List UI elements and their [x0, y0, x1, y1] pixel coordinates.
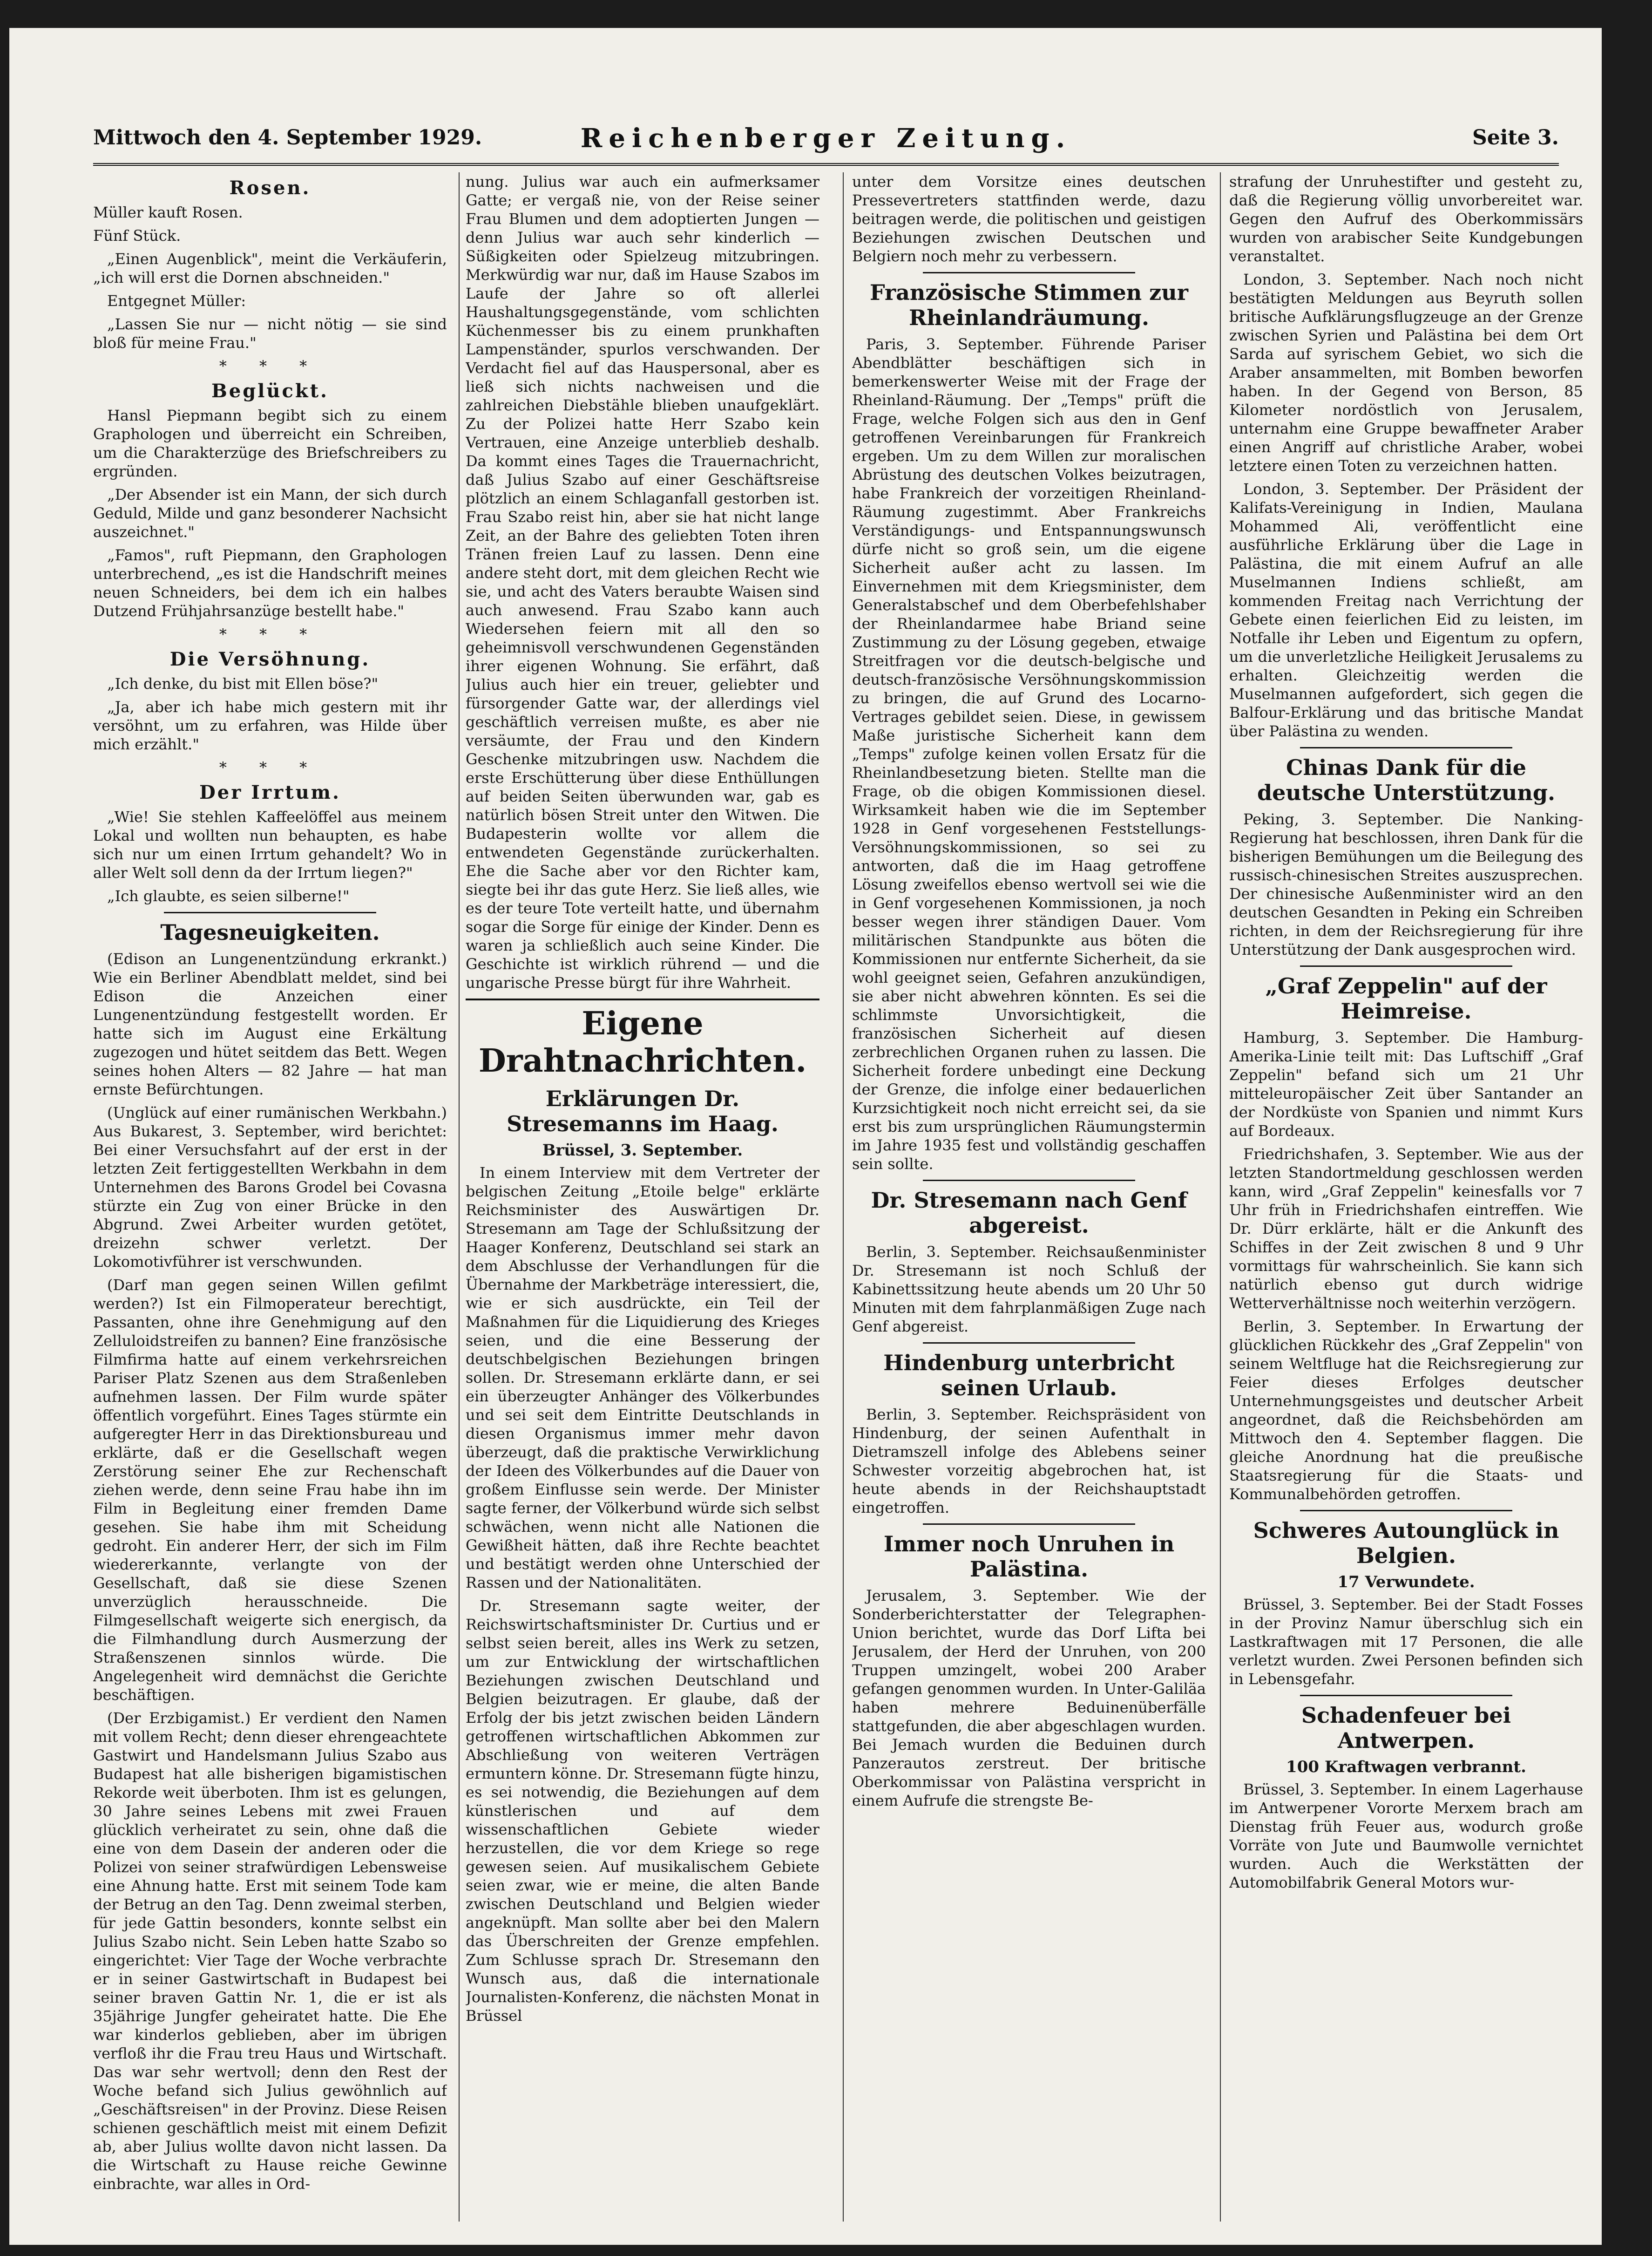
section-separator — [164, 912, 376, 913]
article-headline: Dr. Stresemann nach Genf abgereist. — [871, 1188, 1187, 1238]
dateline: Brüssel, 3. September. — [542, 1141, 743, 1160]
section-separator — [1300, 747, 1512, 748]
column-divider — [459, 172, 460, 2222]
header-rule — [93, 163, 1559, 166]
article-headline: Schadenfeuer bei Antwerpen. — [1301, 1703, 1511, 1753]
paragraph: „Ja, aber ich habe mich gestern mit ihr versöhnt, um zu erfahren, was Hilde über mich erzählt." — [93, 698, 447, 753]
paragraph: Hamburg, 3. September. Die Hamburg-Amerika-Linie teilt mit: Das Luftschiff „Graf Zeppelin" befand sich um 21 Uhr mitteleuropäischer Zeit über Santander an der Nordküste von Spanien und nimmt Kurs auf Bordeaux. — [1229, 1029, 1583, 1140]
paragraph: Müller kauft Rosen. — [93, 204, 243, 221]
paragraph: nung. Julius war auch ein aufmerksamer Gatte; er vergaß nie, von der Reise seiner Frau Blumen und dem adoptierten Jungen — denn Julius war auch sehr kinderlich — Süßigkeiten oder Spielzeug mitzubringen. Merkwürdig war nur, daß im Hause Szabos im Laufe der Jahre so oft allerlei Haushaltungsgegenstände, vom schlichten Küchenmesser bis zu einem prunkhaften Lampenständer, spurlos verschwanden. Der Verdacht fiel auf das Hauspersonal, aber es ließ sich nichts nachweisen und die zahlreichen Diebstähle blieben unaufgeklärt. Zu der Polizei hatte Herr Szabo kein Vertrauen, eine Anzeige unterblieb deshalb. Da kommt eines Tages die Trauernachricht, daß Julius Szabo auf einer Geschäftsreise plötzlich an einem Schlaganfall gestorben ist. Frau Szabo reist hin, aber sie hat nicht lange Zeit, an der Bahre des geliebten Toten ihren Tränen freien Lauf zu lassen. Denn eine andere steht dort, mit dem gleichen Recht wie sie, und acht des Vaters beraubte Waisen sind auch anwesend. Frau Szabo kann auch Wiedersehen feiern mit all den so geheimnisvoll verschwundenen Gegenständen ihrer eigenen Wohnung. Sie erfährt, daß Julius auch hier ein treuer, geliebter und fürsorgender Gatte war, der allerdings viel geschäftlich verreisen mußte, es aber nie versäumte, der Frau und den Kindern Geschenke mitzubringen usw. Nachdem die erste Erschütterung über diese Enthüllungen auf beiden Seiten überwunden war, gab es natürlich bösen Streit unter den Witwen. Die Budapesterin wollte vor allem die entwendeten Gegenstände zurückerhalten. Ehe die Sache aber vor den Richter kam, siegte bei ihr das gute Herz. Sie ließ alles, wie es der teure Tote verteilt hatte, und übernahm sogar die Sorge für einige der Kinder. Denn es waren ja schließlich auch seine Kinder. Die Geschichte ist wirklich rührend — und die ungarische Presse bürgt für ihre Wahrheit. — [466, 173, 819, 992]
paragraph: Brüssel, 3. September. In einem Lagerhause im Antwerpener Vororte Merxem brach am Dienstag früh Feuer aus, wodurch große Vorräte von Jute und Baumwolle vernichtet wurden. Auch die Werkstätten der Automobilfabrik General Motors wur- — [1229, 1780, 1583, 1891]
paragraph: „Ich denke, du bist mit Ellen böse?" — [107, 675, 379, 693]
section-separator — [923, 272, 1135, 273]
section-stars: * * * — [219, 357, 321, 375]
article-headline: Hindenburg unterbricht seinen Urlaub. — [883, 1350, 1175, 1400]
article-headline: „Graf Zeppelin" auf der Heimreise. — [1265, 973, 1547, 1024]
paragraph: Fünf Stück. — [93, 227, 181, 245]
paragraph: „Der Absender ist ein Mann, der sich durch Geduld, Milde und ganz besonderer Nachsicht auszeichnet." — [93, 486, 447, 541]
paragraph: (Darf man gegen seinen Willen gefilmt werden?) Ist ein Filmoperateur berechtigt, Passanten, ohne ihre Genehmigung auf den Zelluloidstreifen zu bannen? Eine französische Filmfirma hatte auf einem verkehrsreichen Pariser Platz Szenen aus dem Straßenleben aufnehmen lassen. Der Film wurde später öffentlich vorgeführt. Eines Tages stürmte ein aufgeregter Herr in das Direktionsbureau und erklärte, daß er die Gesellschaft wegen Zerstörung seiner Ehe zur Rechenschaft ziehen werde, denn seine Frau habe ihn im Film in Begleitung einer fremden Dame gesehen. Sie habe ihm mit Scheidung gedroht. Ein anderer Herr, der sich im Film wiedererkannte, verlangte von der Gesellschaft, daß sie diese Szenen unverzüglich herausschneide. Die Filmgesellschaft weigerte sich energisch, da die Filmhandlung durch Ausmerzung der Straßenszenen sinnlos würde. Die Angelegenheit wird demnächst die Gerichte beschäftigen. — [93, 1276, 447, 1704]
paragraph: Berlin, 3. September. Reichsaußenminister Dr. Stresemann ist noch Schluß der Kabinettssitzung heute abends um 20 Uhr 50 Minuten mit dem fahrplanmäßigen Zuge nach Genf abgereist. — [852, 1243, 1206, 1335]
paragraph: In einem Interview mit dem Vertreter der belgischen Zeitung „Etoile belge" erklärte Reichsminister des Auswärtigen Dr. Stresemann am Tage der Schlußsitzung der Haager Konferenz, Deutschland sei stark an dem Abschlusse der Verhandlungen für die Übernahme der Markbeträge interessiert, die, wie er sich ausdrückte, ein Teil der Maßnahmen für die Liquidierung des Krieges seien, und die eine Besserung der deutschbelgischen Beziehungen bringen sollen. Dr. Stresemann erklärte dann, er sei ein überzeugter Anhänger des Völkerbundes und sei seit dem Eintritte Deutschlands in diesen Organismus immer mehr davon überzeugt, daß die praktische Verwirklichung der Ideen des Völkerbundes auf die Dauer von großem Einflusse sein werde. Der Minister sagte ferner, der Völkerbund würde sich selbst schwächen, wenn nicht alle Nationen die Gewißheit hätten, daß ihre Rechte beachtet und bestätigt werden ohne Unterschied der Rassen und der Nationalitäten. — [466, 1164, 819, 1591]
paragraph: Friedrichshafen, 3. September. Wie aus der letzten Standortmeldung geschlossen werden kann, wird „Graf Zeppelin" keinesfalls vor 7 Uhr früh in Friedrichshafen eintreffen. Wie Dr. Dürr erklärte, hält er die Ankunft des Schiffes in der Zeit zwischen 8 und 9 Uhr vormittags für wahrscheinlich. Sie kann sich natürlich ebenso gut durch widrige Wetterverhältnisse noch weiterhin verzögern. — [1229, 1145, 1583, 1312]
paragraph: „Famos", ruft Piepmann, den Graphologen unterbrechend, „es ist die Handschrift meines neuen Schneiders, bei dem ich ein halbes Dutzend Frühjahrsanzüge bestellt habe." — [93, 546, 447, 620]
section-separator — [923, 1180, 1135, 1181]
section-separator — [923, 1342, 1135, 1344]
section-separator — [923, 1523, 1135, 1525]
paragraph: London, 3. September. Der Präsident der Kalifats-Vereinigung in Indien, Maulana Mohammed Ali, veröffentlicht eine ausführliche Erklärung über die Lage in Palästina, die mit einem Aufruf an alle Muselmannen Indiens schließt, am kommenden Freitag nach Verrichtung der Gebete einen feierlichen Eid zu leisten, im Notfalle ihr Leben und Eigentum zu opfern, um die unverletzliche Heiligkeit Jerusalems zu erhalten. Gleichzeitig werden die Muselmannen aufgefordert, sich gegen die Balfour-Erklärung und das britische Mandat über Palästina zu wenden. — [1229, 480, 1583, 740]
column-divider — [1220, 172, 1221, 2222]
section-separator — [1300, 1695, 1512, 1696]
article-headline: Schweres Autounglück in Belgien. — [1253, 1518, 1559, 1568]
paragraph: „Ich glaubte, es seien silberne!" — [107, 887, 350, 905]
anecdote-title: Rosen. — [229, 177, 311, 199]
page-number: Seite 3. — [1472, 126, 1559, 149]
paragraph: „Einen Augenblick", meint die Verkäuferin, „ich will erst die Dornen abschneiden." — [93, 250, 447, 286]
column-divider — [843, 172, 844, 2222]
paragraph: London, 3. September. Nach noch nicht bestätigten Meldungen aus Beyruth sollen britische Aufklärungsflugzeuge an der Grenze zwischen Syrien und Palästina bei dem Ort Sarda auf syrischem Gebiet, wo sich die Araber ansammelten, mit Bomben beworfen haben. In der Gegend von Berson, 85 Kilometer nordöstlich von Jerusalem, unternahm eine Gruppe bewaffneter Araber einen Angriff auf christliche Araber, wobei letztere einen Toten zu verzeichnen hatten. — [1229, 271, 1583, 475]
paragraph: strafung der Unruhestifter und gesteht zu, daß die Regierung völlig unvorbereitet war. Gegen den Aufruf des Oberkommissärs wurden von arabischer Seite Kundgebungen veranstaltet. — [1229, 173, 1583, 265]
column-3 — [852, 172, 1206, 2222]
paragraph: unter dem Vorsitze eines deutschen Pressevertreters stattfinden werde, dazu beitragen werde, die politischen und geistigen Beziehungen zwischen Deutschen und Belgiern noch mehr zu verbessern. — [852, 173, 1206, 265]
paragraph: Entgegnet Müller: — [107, 292, 246, 310]
section-banner: Eigene Drahtnachrichten. — [466, 999, 819, 1080]
article-headline: Erklärungen Dr. Stresemanns im Haag. — [507, 1086, 779, 1136]
section-heading: Tagesneuigkeiten. — [160, 920, 380, 945]
paragraph: Paris, 3. September. Führende Pariser Abendblätter beschäftigen sich in bemerkenswerter Weise mit der Frage der Rheinland-Räumung. Der „Temps" prüft die Frage, welche Folgen sich aus den in Genf getroffenen Vereinbarungen für Frankreich ergeben. Um zu dem Willen zur moralischen Abrüstung des deutschen Volkes beizutragen, habe Frankreich der vorzeitigen Rheinland-Räumung zugestimmt. Aber Frankreichs Verständigungs- und Entspannungswunsch dürfe nicht so groß sein, um die eigene Sicherheit außer acht zu lassen. Im Einvernehmen mit dem Kriegsminister, dem Generalstabschef und dem Oberbefehlshaber der Rheinlandarmee habe Briand seine Zustimmung zu der Lösung gegeben, etwaige Streitfragen vor die deutsch-belgische und deutsch-französische Versöhnungskommission zu bringen, die auf Grund des Locarno-Vertrages gebildet seien. Diese, in gewissem Maße juristische Sicherheit kann dem „Temps" zufolge keinen vollen Ersatz für die Rheinlandbesetzung bieten. Stellte man die Frage, ob die obigen Kommissionen diesel. Wirksamkeit haben wie die im September 1928 in Genf vorgesehenen Feststellungs-Versöhnungskommissionen, so sei zu antworten, daß die im Haag getroffene Lösung zweifellos ebenso wertvoll sei wie die in Genf vorgesehenen Kommissionen, ja noch besser wegen ihrer ständigen Dauer. Vom militärischen Standpunkte aus böten die Kommissionen nur entfernte Sicherheit, da sie wohl geeignet seien, Gefahren anzukündigen, sie aber nicht abwehren könnten. Es sei die schlimmste Unvorsichtigkeit, die französischen Sicherheit auf diesen zerbrechlichen Organen ruhen zu lassen. Die Sicherheit fordere unbedingt eine Deckung der Grenze, die infolge einer bedauerlichen Kurzsichtigkeit noch nicht erreicht sei, da sie erst bis zum ursprünglichen Räumungstermin im Jahre 1935 fest und vollständig geschaffen sein sollte. — [852, 335, 1206, 1173]
paragraph: „Wie! Sie stehlen Kaffeelöffel aus meinem Lokal und wollten nun behaupten, es habe sich nur um einen Irrtum gehandelt? Wo in aller Welt soll denn da der Irrtum liegen?" — [93, 808, 447, 882]
column-2 — [466, 172, 819, 2222]
masthead — [93, 123, 1559, 168]
paragraph: Peking, 3. September. Die Nanking-Regierung hat beschlossen, ihren Dank für die bisherigen Bemühungen um die Beilegung des russisch-chinesischen Streites auszusprechen. Der chinesische Außenminister wird an den deutschen Gesandten in Peking ein Schreiben richten, in dem der Reichsregierung für ihre Unterstützung der Dank ausgesprochen wird. — [1229, 810, 1583, 958]
paragraph: Jerusalem, 3. September. Wie der Sonderberichterstatter der Telegraphen-Union berichtet, wurde das Dorf Lifta bei Jerusalem, der Herd der Unruhen, von 200 Truppen umzingelt, wobei 200 Araber gefangen genommen wurden. In Unter-Galiläa haben mehrere Beduinenüberfälle stattgefunden, die aber abgeschlagen wurden. Bei Jemach wurden die Beduinen durch Panzerautos zerstreut. Der britische Oberkommissar von Palästina verspricht in einem Aufrufe die strengste Be- — [852, 1587, 1206, 1809]
paragraph: Berlin, 3. September. Reichspräsident von Hindenburg, der seinen Aufenthalt in Dietramszell infolge des Ablebens seiner Schwester vorzeitig abgebrochen hat, ist heute abends in der Reichshauptstadt eingetroffen. — [852, 1406, 1206, 1516]
article-subheadline: 100 Kraftwagen verbrannt. — [1286, 1758, 1526, 1776]
paragraph: „Lassen Sie nur — nicht nötig — sie sind bloß für meine Frau." — [93, 315, 447, 352]
article-subheadline: 17 Verwundete. — [1337, 1573, 1475, 1591]
article-headline: Chinas Dank für die deutsche Unterstützung. — [1257, 755, 1556, 805]
section-separator — [1300, 965, 1512, 967]
newspaper-title: Reichenberger Zeitung. — [580, 123, 1072, 154]
paragraph: (Edison an Lungenentzündung erkrankt.) Wie ein Berliner Abendblatt meldet, sind bei Edison die Anzeichen einer Lungenentzündung festgestellt worden. Er hatte sich im August eine Erkältung zugezogen und hütet seitdem das Bett. Wegen seines hohen Alters — 82 Jahre — hat man ernste Befürchtungen. — [93, 950, 447, 1098]
anecdote-title: Beglückt. — [211, 380, 329, 402]
column-4 — [1229, 172, 1583, 2222]
issue-date: Mittwoch den 4. September 1929. — [93, 126, 482, 149]
anecdote-title: Die Versöhnung. — [169, 648, 371, 670]
paragraph: Berlin, 3. September. In Erwartung der glücklichen Rückkehr des „Graf Zeppelin" von seinem Weltfluge hat die Reichsregierung zur Feier dieses Erfolges deutscher Unternehmungsgeistes und deutscher Arbeit angeordnet, daß die Reichsbehörden am Mittwoch den 4. September flaggen. Die gleiche Anordnung hat die preußische Staatsregierung für die Staats- und Kommunalbehörden getroffen. — [1229, 1318, 1583, 1503]
anecdote-title: Der Irrtum. — [199, 781, 341, 803]
paragraph: (Der Erzbigamist.) Er verdient den Namen mit vollem Recht; denn dieser ehrengeachtete Gastwirt und Handelsmann Julius Szabo aus Budapest hat alle bisherigen bigamistischen Rekorde weit überboten. Ihm ist es gelungen, 30 Jahre seines Lebens mit zwei Frauen glücklich verheiratet zu sein, ohne daß die eine von dem Dasein der anderen oder die Polizei von seiner strafwürdigen Lebensweise eine Ahnung hatte. Erst mit seinem Tode kam der Betrug an den Tag. Denn zweimal sterben, für jede Gattin besonders, konnte selbst ein Julius Szabo nicht. Sein Leben hatte Szabo so eingerichtet: Vier Tage der Woche verbrachte er in seiner Gastwirtschaft in Budapest bei seiner braven Gattin Nr. 1, die er ist als 35jährige Jungfer geheiratet hatte. Die Ehe war kinderlos geblieben, aber im übrigen verfloß ihr die Frau treu Haus und Wirtschaft. Das war sehr wertvoll; denn den Rest der Woche befand sich Julius gewöhnlich auf „Geschäftsreisen" in der Provinz. Diese Reisen schienen geschäftlich meist mit einem Defizit ab, aber Julius wollte davon nicht lassen. Da die Wirtschaft zu Hause reiche Gewinne einbrachte, war alles in Ord- — [93, 1709, 447, 2193]
paragraph: Hansl Piepmann begibt sich zu einem Graphologen und überreicht ein Schreiben, um die Charakterzüge des Briefschreibers zu ergründen. — [93, 407, 447, 480]
section-stars: * * * — [219, 625, 321, 643]
column-1 — [93, 172, 447, 2222]
article-headline: Französische Stimmen zur Rheinlandräumung. — [870, 280, 1188, 330]
paragraph: Dr. Stresemann sagte weiter, der Reichswirtschaftsminister Dr. Curtius und er selbst seien bereit, alles ins Werk zu setzen, um zur Entwicklung der wirtschaftlichen Beziehungen zwischen Deutschland und Belgien beizutragen. Er glaube, daß der Erfolg der bis jetzt zwischen beiden Ländern getroffenen wirtschaftlichen Abkommen zur Abschließung von weiteren Verträgen ermuntern könne. Dr. Stresemann fügte hinzu, es sei notwendig, die Beziehungen auf dem künstlerischen und auf dem wissenschaftlichen Gebiete wieder herzustellen, die vor dem Kriege so rege gewesen seien. Auf musikalischem Gebiete seien zwar, wie er meine, die alten Bande zwischen Deutschland und Belgien wieder angeknüpft. Man sollte aber bei den Malern das Überschreiten der Grenze empfehlen. Zum Schlusse sprach Dr. Stresemann den Wunsch aus, daß die internationale Journalisten-Konferenz, die nächsten Monat in Brüssel — [466, 1597, 819, 2025]
paragraph: (Unglück auf einer rumänischen Werkbahn.) Aus Bukarest, 3. September, wird berichtet: Bei einer Versuchsfahrt auf der erst in der letzten Zeit fertiggestellten Werkbahn in dem Unternehmen des Barons Grodel bei Covasna stürzte ein Zug von einer Brücke in den Abgrund. Zwei Arbeiter wurden getötet, dreizehn schwer verletzt. Der Lokomotivführer ist verschwunden. — [93, 1104, 447, 1271]
section-separator — [1300, 1510, 1512, 1511]
article-headline: Immer noch Unruhen in Palästina. — [883, 1531, 1175, 1582]
section-stars: * * * — [219, 759, 321, 776]
paragraph: Brüssel, 3. September. Bei der Stadt Fosses in der Provinz Namur überschlug sich ein Lastkraftwagen mit 17 Personen, die alle verletzt wurden. Zwei Personen befinden sich in Lebensgefahr. — [1229, 1596, 1583, 1688]
